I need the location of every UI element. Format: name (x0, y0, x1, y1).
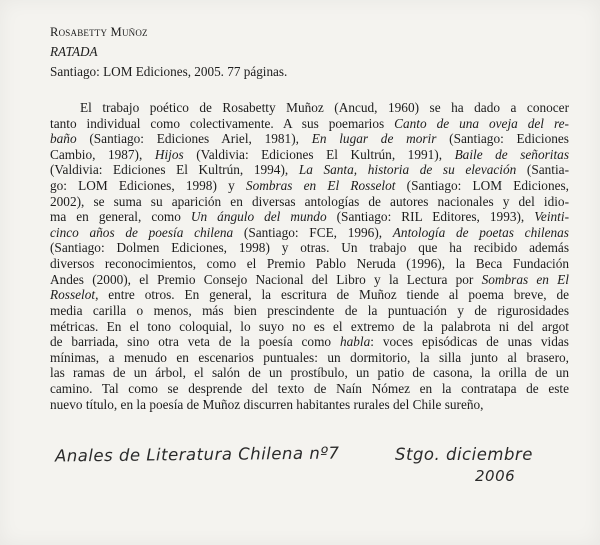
italic-title-segment: Un ángulo del mundo (190, 209, 327, 225)
text-segment: mínimas, a menudo en escenarios puntuales: un dormitorio, la silla junto al brasero, (50, 349, 569, 365)
publication-info: Santiago: LOM Ediciones, 2005. 77 páginas. (50, 64, 288, 79)
body-line (50, 131, 569, 147)
text-segment: nuevo título, en la poesía de Muñoz discurren habitantes rurales del Chile sureño, (50, 396, 484, 412)
italic-title-segment: habla (339, 334, 371, 350)
body-line (50, 397, 569, 413)
italic-title-segment: Sombras en El Rosselot (245, 178, 396, 194)
body-line (50, 225, 569, 241)
italic-title-segment: cinco años de poesía chilena (50, 224, 234, 240)
body-line (50, 365, 569, 381)
text-segment: (Valdivia: Ediciones El Kultrún, 1994), (50, 162, 299, 178)
body-line (50, 381, 569, 397)
review-body (50, 100, 569, 412)
italic-title-segment: Canto de una oveja del re- (394, 115, 569, 131)
text-segment: media carilla o menos, más bien prescindente de la puntuación y de rigurosidades (50, 302, 569, 318)
italic-title-segment: La Santa, historia de su elevación (298, 162, 517, 178)
handwritten-place-date: Stgo. diciembre (395, 445, 533, 464)
text-segment: Andes (2000), el Premio Consejo Nacional del Libro y la Lectura por (50, 271, 482, 287)
italic-title-segment: Antología de poetas chilenas (392, 224, 569, 240)
body-line (50, 256, 569, 272)
text-segment: métricas. En el tono coloquial, lo suyo no es el extremo de la palabrota ni del argot (50, 318, 569, 334)
text-segment: tanto individual como colectivamente. A sus poemarios (50, 115, 395, 131)
book-title: RATADA (50, 44, 98, 59)
review-header (50, 22, 570, 82)
italic-title-segment: Veinti- (534, 209, 569, 225)
body-line (50, 100, 569, 116)
text-segment: (Santiago: RIL Editores, 1993), (326, 209, 535, 225)
body-line (50, 287, 569, 303)
text-segment: (Santiago: FCE, 1996), (233, 224, 393, 240)
text-segment: de barriada, sino otra veta de la poesía como (50, 334, 340, 350)
text-segment: : voces episódicas de unas vidas (370, 334, 569, 350)
body-line (50, 194, 569, 210)
text-segment: camino. Tal como se desprende del texto de Naín Nómez en la contratapa de este (50, 380, 569, 396)
text-segment: Cambio, 1987), (50, 146, 155, 162)
body-line (50, 147, 569, 163)
body-line (50, 272, 569, 288)
body-line (50, 350, 569, 366)
text-segment: (Santiago: Ediciones (436, 131, 569, 147)
body-line (50, 240, 569, 256)
text-segment: 2002), se suma su aparición en diversas antologías de autores nacionales y del idio- (50, 193, 569, 209)
handwritten-annotation (55, 437, 555, 497)
body-line (50, 116, 569, 132)
text-segment: diversos reconocimientos, como el Premio Pablo Neruda (1996), la Beca Fundación (50, 256, 569, 272)
body-line (50, 334, 569, 350)
text-segment: El trabajo poético de Rosabetty Muñoz (Ancud, 1960) se ha dado a conocer (80, 100, 569, 115)
italic-title-segment: Hijos (154, 146, 184, 162)
italic-title-segment: Rosselot (50, 287, 96, 303)
handwritten-source: Anales de Literatura Chilena nº7 (54, 443, 340, 466)
body-line (50, 209, 569, 225)
book-author: Rosabetty Muñoz (50, 25, 148, 39)
text-segment: (Santiago: Dolmen Ediciones, 1998) y otras. Un trabajo que ha recibido además (50, 240, 569, 256)
italic-title-segment: baño (50, 131, 77, 147)
text-segment: go: LOM Ediciones, 1998) y (50, 178, 246, 194)
text-segment: (Santiago: LOM Ediciones, (395, 178, 569, 194)
italic-title-segment: Sombras en El (481, 271, 569, 287)
body-line (50, 178, 569, 194)
text-segment: (Santiago: Ediciones Ariel, 1981), (76, 131, 312, 147)
handwritten-year: 2006 (475, 467, 516, 485)
body-line (50, 162, 569, 178)
text-segment: ma en general, como (50, 209, 191, 225)
body-line (50, 303, 569, 319)
body-line (50, 319, 569, 335)
italic-title-segment: Baile de señoritas (454, 146, 569, 162)
italic-title-segment: En lugar de morir (311, 131, 437, 147)
text-segment: las ramas de un árbol, el salón de un prostíbulo, un patio de casona, la orilla de un (50, 365, 569, 381)
text-segment: , entre otros. En general, la escritura de Muñoz tiende al poema breve, de (95, 287, 569, 303)
text-segment: (Valdivia: Ediciones El Kultrún, 1991), (183, 146, 455, 162)
text-segment: (Santia- (516, 162, 569, 178)
